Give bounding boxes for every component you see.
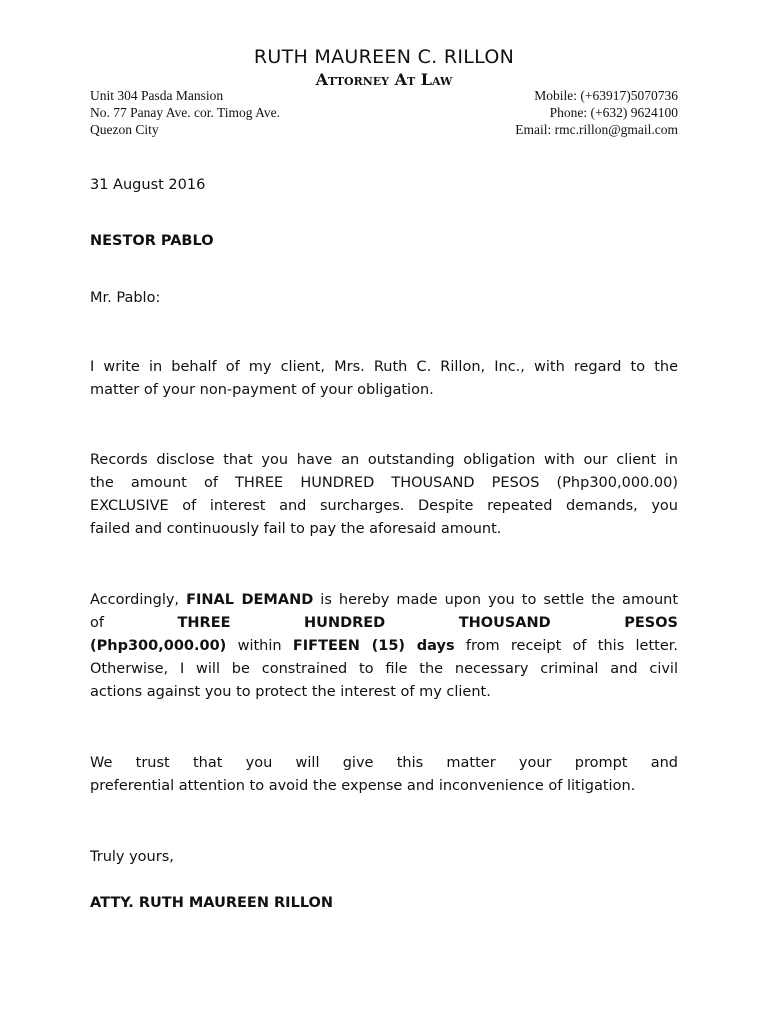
address-line: Unit 304 Pasda Mansion bbox=[90, 88, 224, 103]
address-block bbox=[90, 87, 280, 138]
paragraph-trust bbox=[90, 752, 678, 798]
paragraph-line: actions against you to protect the interest of my client. bbox=[90, 684, 491, 700]
letterhead-title: Attorney At Law bbox=[315, 70, 453, 89]
paragraph-line: failed and continuously fail to pay the aforesaid amount. bbox=[90, 521, 502, 537]
demand-intro: Accordingly, bbox=[90, 592, 180, 608]
amount-word: THOUSAND bbox=[458, 615, 551, 631]
paragraph-line: EXCLUSIVE of interest and surcharges. Despite repeated demands, you bbox=[90, 498, 678, 514]
amount-words-line bbox=[90, 612, 678, 635]
contact-block bbox=[515, 87, 678, 138]
address-line: Quezon City bbox=[90, 122, 159, 137]
within-word: within bbox=[237, 638, 282, 654]
recipient-name: NESTOR PABLO bbox=[90, 233, 214, 249]
letterhead-name: RUTH MAUREEN C. RILLON bbox=[253, 46, 515, 68]
of-word: of bbox=[90, 615, 104, 631]
paragraph-records bbox=[90, 449, 678, 541]
paragraph-line bbox=[90, 635, 678, 658]
demand-text: is hereby made upon you to settle the amount bbox=[320, 592, 679, 608]
demand-period: FIFTEEN (15) days bbox=[292, 638, 455, 654]
paragraph-line: the amount of THREE HUNDRED THOUSAND PESOS (Php300,000.00) bbox=[90, 475, 678, 491]
contact-phone: Phone: (+632) 9624100 bbox=[549, 105, 678, 120]
paragraph-line: Records disclose that you have an outstanding obligation with our client in bbox=[90, 452, 678, 468]
signatory-name: ATTY. RUTH MAUREEN RILLON bbox=[90, 895, 334, 911]
paragraph-line: I write in behalf of my client, Mrs. Ruth C. Rillon, Inc., with regard to the bbox=[90, 359, 678, 375]
amount-word: HUNDRED bbox=[304, 615, 386, 631]
amount-word: THREE bbox=[177, 615, 231, 631]
letter-date: 31 August 2016 bbox=[90, 177, 206, 193]
paragraph-line: We trust that you will give this matter your prompt and bbox=[90, 755, 678, 771]
paragraph-line bbox=[90, 589, 678, 612]
paragraph-line: Otherwise, I will be constrained to file the necessary criminal and civil bbox=[90, 661, 678, 677]
final-demand-text: FINAL DEMAND bbox=[186, 592, 314, 608]
closing: Truly yours, bbox=[90, 849, 174, 865]
address-line: No. 77 Panay Ave. cor. Timog Ave. bbox=[90, 105, 281, 120]
contact-email: Email: rmc.rillon@gmail.com bbox=[515, 122, 678, 137]
amount-figure: (Php300,000.00) bbox=[90, 638, 227, 654]
contact-mobile: Mobile: (+63917)5070736 bbox=[534, 88, 678, 103]
paragraph-demand bbox=[90, 589, 678, 704]
period-text: from receipt of this letter. bbox=[465, 638, 679, 654]
paragraph-line: preferential attention to avoid the expense and inconvenience of litigation. bbox=[90, 778, 636, 794]
amount-word: PESOS bbox=[624, 615, 678, 631]
paragraph-line: matter of your non-payment of your obligation. bbox=[90, 382, 434, 398]
salutation: Mr. Pablo: bbox=[90, 290, 161, 306]
paragraph-intro bbox=[90, 356, 678, 402]
